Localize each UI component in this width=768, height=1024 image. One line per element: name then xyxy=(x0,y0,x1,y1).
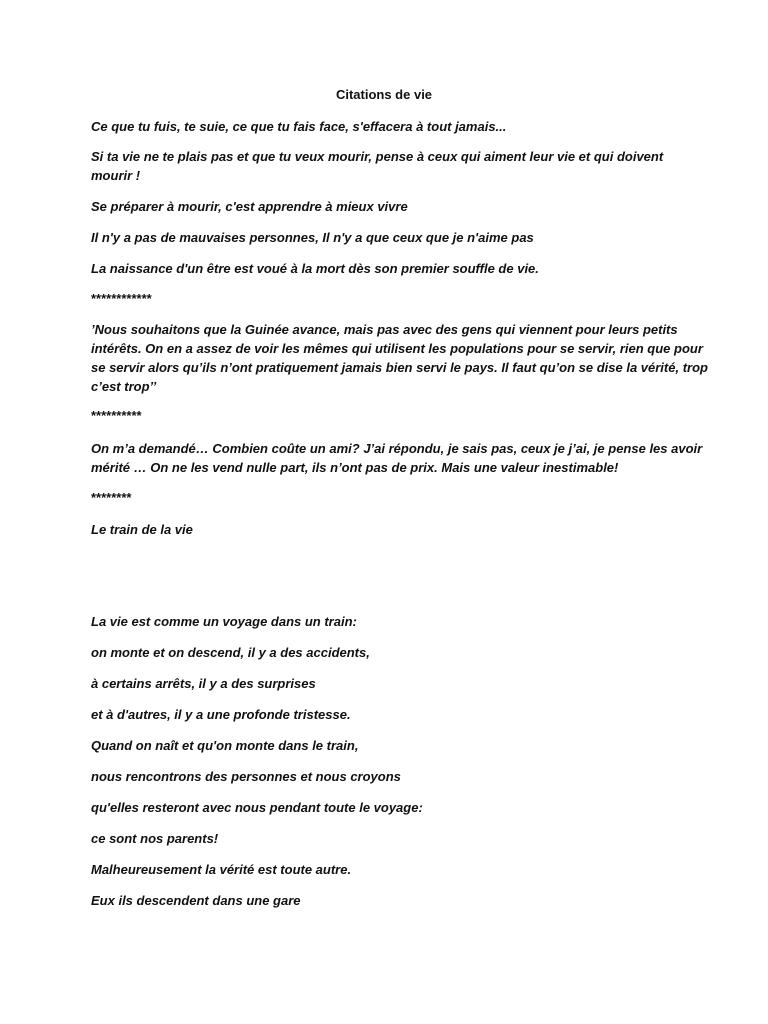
poem-line-3 xyxy=(91,674,681,693)
paragraph-line: Ce que tu fuis, te suie, ce que tu fais face, s'effacera à tout jamais... xyxy=(91,119,507,134)
paragraph-line: Se préparer à mourir, c'est apprendre à mieux vivre xyxy=(91,199,408,214)
separator-line: ************ xyxy=(91,291,152,306)
separator-stars-3 xyxy=(91,488,681,507)
document-title: Citations de vie xyxy=(335,87,433,102)
poem-line-4 xyxy=(91,705,681,724)
paragraph-line: La naissance d'un être est voué à la mort dès son premier souffle de vie. xyxy=(91,261,539,276)
paragraph-3 xyxy=(91,197,681,216)
paragraph-1 xyxy=(91,117,681,136)
paragraph-line: Quand on naît et qu'on monte dans le train, xyxy=(91,738,359,753)
paragraph-line: se servir alors qu’ils n’ont pratiquement jamais bien servi le pays. Il faut qu’on se dise la vérité, trop xyxy=(91,360,708,375)
poem-line-9 xyxy=(91,860,681,879)
poem-line-10 xyxy=(91,891,681,910)
paragraph-5 xyxy=(91,259,681,278)
paragraph-line: ’Nous souhaitons que la Guinée avance, mais pas avec des gens qui viennent pour leurs petits xyxy=(91,322,678,337)
paragraph-line: Il n'y a pas de mauvaises personnes, Il n'y a que ceux que je n'aime pas xyxy=(91,230,534,245)
paragraph-line: et à d'autres, il y a une profonde tristesse. xyxy=(91,707,351,722)
paragraph-ami xyxy=(91,439,703,477)
paragraph-line: nous rencontrons des personnes et nous croyons xyxy=(91,769,401,784)
paragraph-line: Le train de la vie xyxy=(91,522,193,537)
paragraph-line: qu'elles resteront avec nous pendant toute le voyage: xyxy=(91,800,423,815)
section-heading-train xyxy=(91,520,681,539)
paragraph-line: Eux ils descendent dans une gare xyxy=(91,893,301,908)
paragraph-line: La vie est comme un voyage dans un train: xyxy=(91,614,357,629)
separator-stars-2 xyxy=(91,406,681,425)
paragraph-4 xyxy=(91,228,681,247)
paragraph-line: Malheureusement la vérité est toute autre. xyxy=(91,862,352,877)
paragraph-line: intérêts. On en a assez de voir les mêmes qui utilisent les populations pour se servir, rien que pour xyxy=(91,341,703,356)
paragraph-2 xyxy=(91,147,681,185)
paragraph-line: c’est trop’’ xyxy=(91,379,157,394)
poem-line-6 xyxy=(91,767,681,786)
separator-line: ******** xyxy=(91,490,132,505)
paragraph-quote-guinee xyxy=(91,320,708,396)
paragraph-line: On m’a demandé… Combien coûte un ami? J’ai répondu, je sais pas, ceux je j’ai, je pense les avoir xyxy=(91,441,703,456)
poem-line-2 xyxy=(91,643,681,662)
separator-stars-1 xyxy=(91,289,681,308)
poem-line-1 xyxy=(91,612,681,631)
poem-line-8 xyxy=(91,829,681,848)
paragraph-line: ce sont nos parents! xyxy=(91,831,219,846)
separator-line: ********** xyxy=(91,408,142,423)
paragraph-line: Si ta vie ne te plais pas et que tu veux mourir, pense à ceux qui aiment leur vie et qui doivent xyxy=(91,149,664,164)
paragraph-line: mérité … On ne les vend nulle part, ils n’ont pas de prix. Mais une valeur inestimable! xyxy=(91,460,619,475)
poem-line-7 xyxy=(91,798,681,817)
paragraph-line: on monte et on descend, il y a des accidents, xyxy=(91,645,370,660)
paragraph-line: mourir ! xyxy=(91,168,141,183)
paragraph-line: à certains arrêts, il y a des surprises xyxy=(91,676,316,691)
poem-line-5 xyxy=(91,736,681,755)
